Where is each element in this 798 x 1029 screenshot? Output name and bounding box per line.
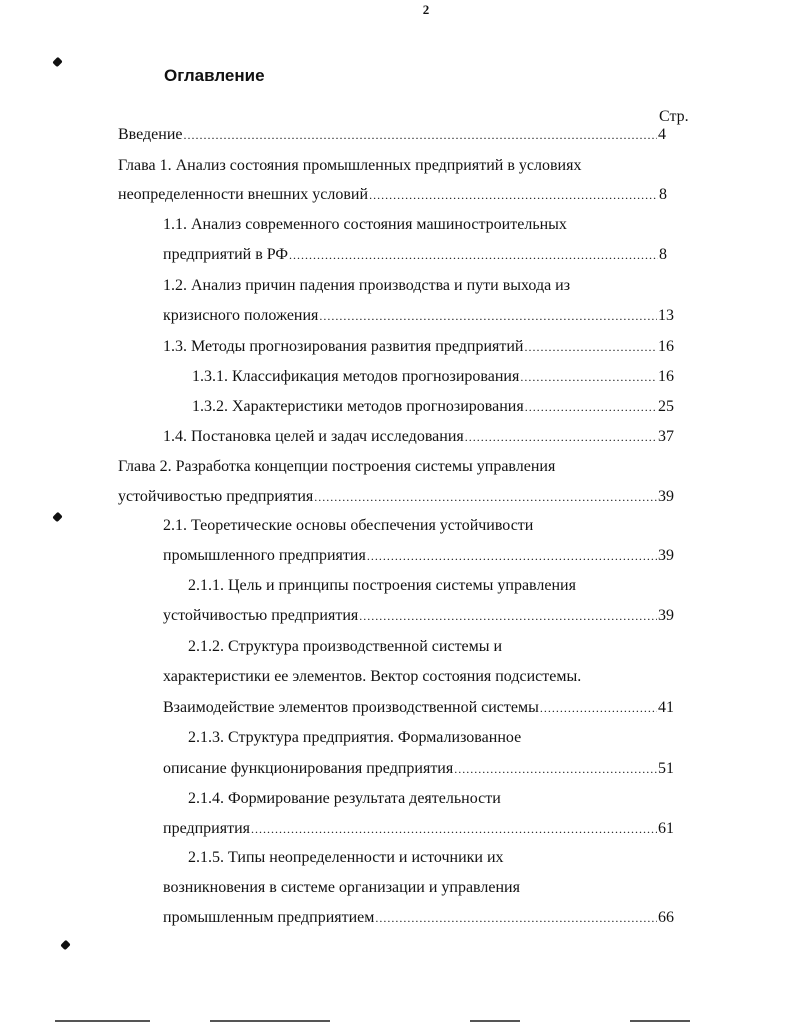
toc-entry-text: промышленным предприятием [163, 909, 375, 926]
toc-entry-page: 39 [658, 607, 674, 624]
toc-entry-text: промышленного предприятия [163, 547, 366, 564]
toc-entry-page: 61 [658, 820, 674, 837]
scan-line [470, 1020, 520, 1022]
toc-entry [163, 214, 567, 236]
toc-entry [163, 275, 570, 297]
toc-entry-page: 39 [658, 488, 674, 505]
toc-entry [118, 456, 555, 478]
toc-entry-page: 51 [658, 760, 674, 777]
toc-entry-page: 8 [659, 186, 667, 203]
dot-leader [314, 486, 657, 508]
toc-entry-page: 16 [658, 368, 674, 385]
scan-line [210, 1020, 330, 1022]
dot-leader [367, 545, 657, 567]
toc-entry [163, 545, 674, 567]
dot-leader [251, 818, 657, 840]
margin-bullet-middle [52, 512, 63, 523]
toc-entry [192, 396, 674, 418]
margin-bullet-top [52, 57, 63, 68]
toc-entry [163, 907, 674, 929]
toc-entry [163, 305, 674, 327]
toc-entry-page: 37 [658, 428, 674, 445]
toc-entry [163, 605, 674, 627]
toc-entry [188, 847, 504, 869]
toc-entry-page: 13 [658, 307, 674, 324]
toc-entry-text: 2.1.5. Типы неопределенности и источники их [188, 849, 504, 866]
toc-entry [188, 575, 576, 597]
toc-entry-text: 1.3.2. Характеристики методов прогнозирования [192, 398, 524, 415]
scan-line [630, 1020, 690, 1022]
toc-entry-page: 41 [658, 699, 674, 716]
toc-entry-text: неопределенности внешних условий [118, 186, 369, 203]
toc-entry-page: 4 [658, 126, 666, 143]
page-title: Оглавление [164, 66, 265, 85]
toc-entry-page: 66 [658, 909, 674, 926]
toc-entry [163, 666, 581, 688]
dot-leader [524, 336, 657, 358]
dot-leader [289, 244, 658, 266]
toc-entry [188, 727, 521, 749]
toc-entry [163, 426, 674, 448]
toc-entry [163, 515, 533, 537]
toc-entry-page: 8 [659, 246, 667, 263]
page-number: 2 [422, 2, 430, 17]
dot-leader [465, 426, 657, 448]
toc-entry [163, 697, 674, 719]
toc-entry [163, 818, 674, 840]
dot-leader [375, 907, 657, 929]
toc-entry-text: предприятий в РФ [163, 246, 289, 263]
toc-entry-text: описание функционирования предприятия [163, 760, 454, 777]
toc-entry [118, 124, 666, 146]
toc-entry [188, 788, 501, 810]
toc-entry-text: кризисного положения [163, 307, 319, 324]
toc-entry-page: 25 [658, 398, 674, 415]
toc-entry [118, 184, 667, 206]
toc-entry-text: 1.3.1. Классификация методов прогнозирования [192, 368, 520, 385]
dot-leader [319, 305, 657, 327]
toc-entry-page: 16 [658, 338, 674, 355]
toc-entry [163, 336, 674, 358]
dot-leader [184, 124, 658, 146]
toc-entry-text: 2.1.4. Формирование результата деятельности [188, 790, 501, 807]
toc-entry-text: Введение [118, 126, 183, 143]
toc-entry [188, 636, 502, 658]
margin-bullet-bottom [60, 940, 71, 951]
toc-entry [163, 877, 520, 899]
toc-entry [118, 486, 674, 508]
toc-entry-text: 2.1.3. Структура предприятия. Формализованное [188, 729, 522, 746]
dot-leader [520, 366, 657, 388]
toc-entry-text: 1.3. Методы прогнозирования развития предприятий [163, 338, 524, 355]
toc-entry [118, 155, 581, 177]
toc-entry-text: Взаимодействие элементов производственной системы [163, 699, 539, 716]
toc-entry-text: устойчивостью предприятия [163, 607, 359, 624]
dot-leader [359, 605, 657, 627]
toc-entry-text: 2.1.1. Цель и принципы построения системы управления [188, 577, 576, 594]
toc-entry-page: 39 [658, 547, 674, 564]
toc-entry-text: устойчивостью предприятия [118, 488, 314, 505]
toc-entry-text: 2.1. Теоретические основы обеспечения устойчивости [163, 517, 534, 534]
toc-entry-text: возникновения в системе организации и управления [163, 879, 520, 896]
toc-entry-text: Глава 2. Разработка концепции построения системы управления [118, 458, 556, 475]
scan-line [55, 1020, 150, 1022]
dot-leader [525, 396, 657, 418]
toc-entry [163, 244, 667, 266]
scan-artifact-lines [0, 1020, 798, 1024]
dot-leader [369, 184, 658, 206]
toc-entry-text: предприятия [163, 820, 250, 837]
toc-entry-text: 2.1.2. Структура производственной системы и [188, 638, 503, 655]
dot-leader [540, 697, 657, 719]
toc-entry [163, 758, 674, 780]
toc-entry [192, 366, 674, 388]
toc-entry-text: 1.2. Анализ причин падения производства и пути выхода из [163, 277, 571, 294]
toc-entry-text: 1.4. Постановка целей и задач исследования [163, 428, 464, 445]
dot-leader [454, 758, 657, 780]
toc-entry-text: характеристики ее элементов. Вектор состояния подсистемы. [163, 668, 582, 685]
toc-entry-text: 1.1. Анализ современного состояния машиностроительных [163, 216, 567, 233]
toc-entry-text: Глава 1. Анализ состояния промышленных предприятий в условиях [118, 157, 582, 174]
pages-column-label: Стр. [659, 108, 689, 125]
